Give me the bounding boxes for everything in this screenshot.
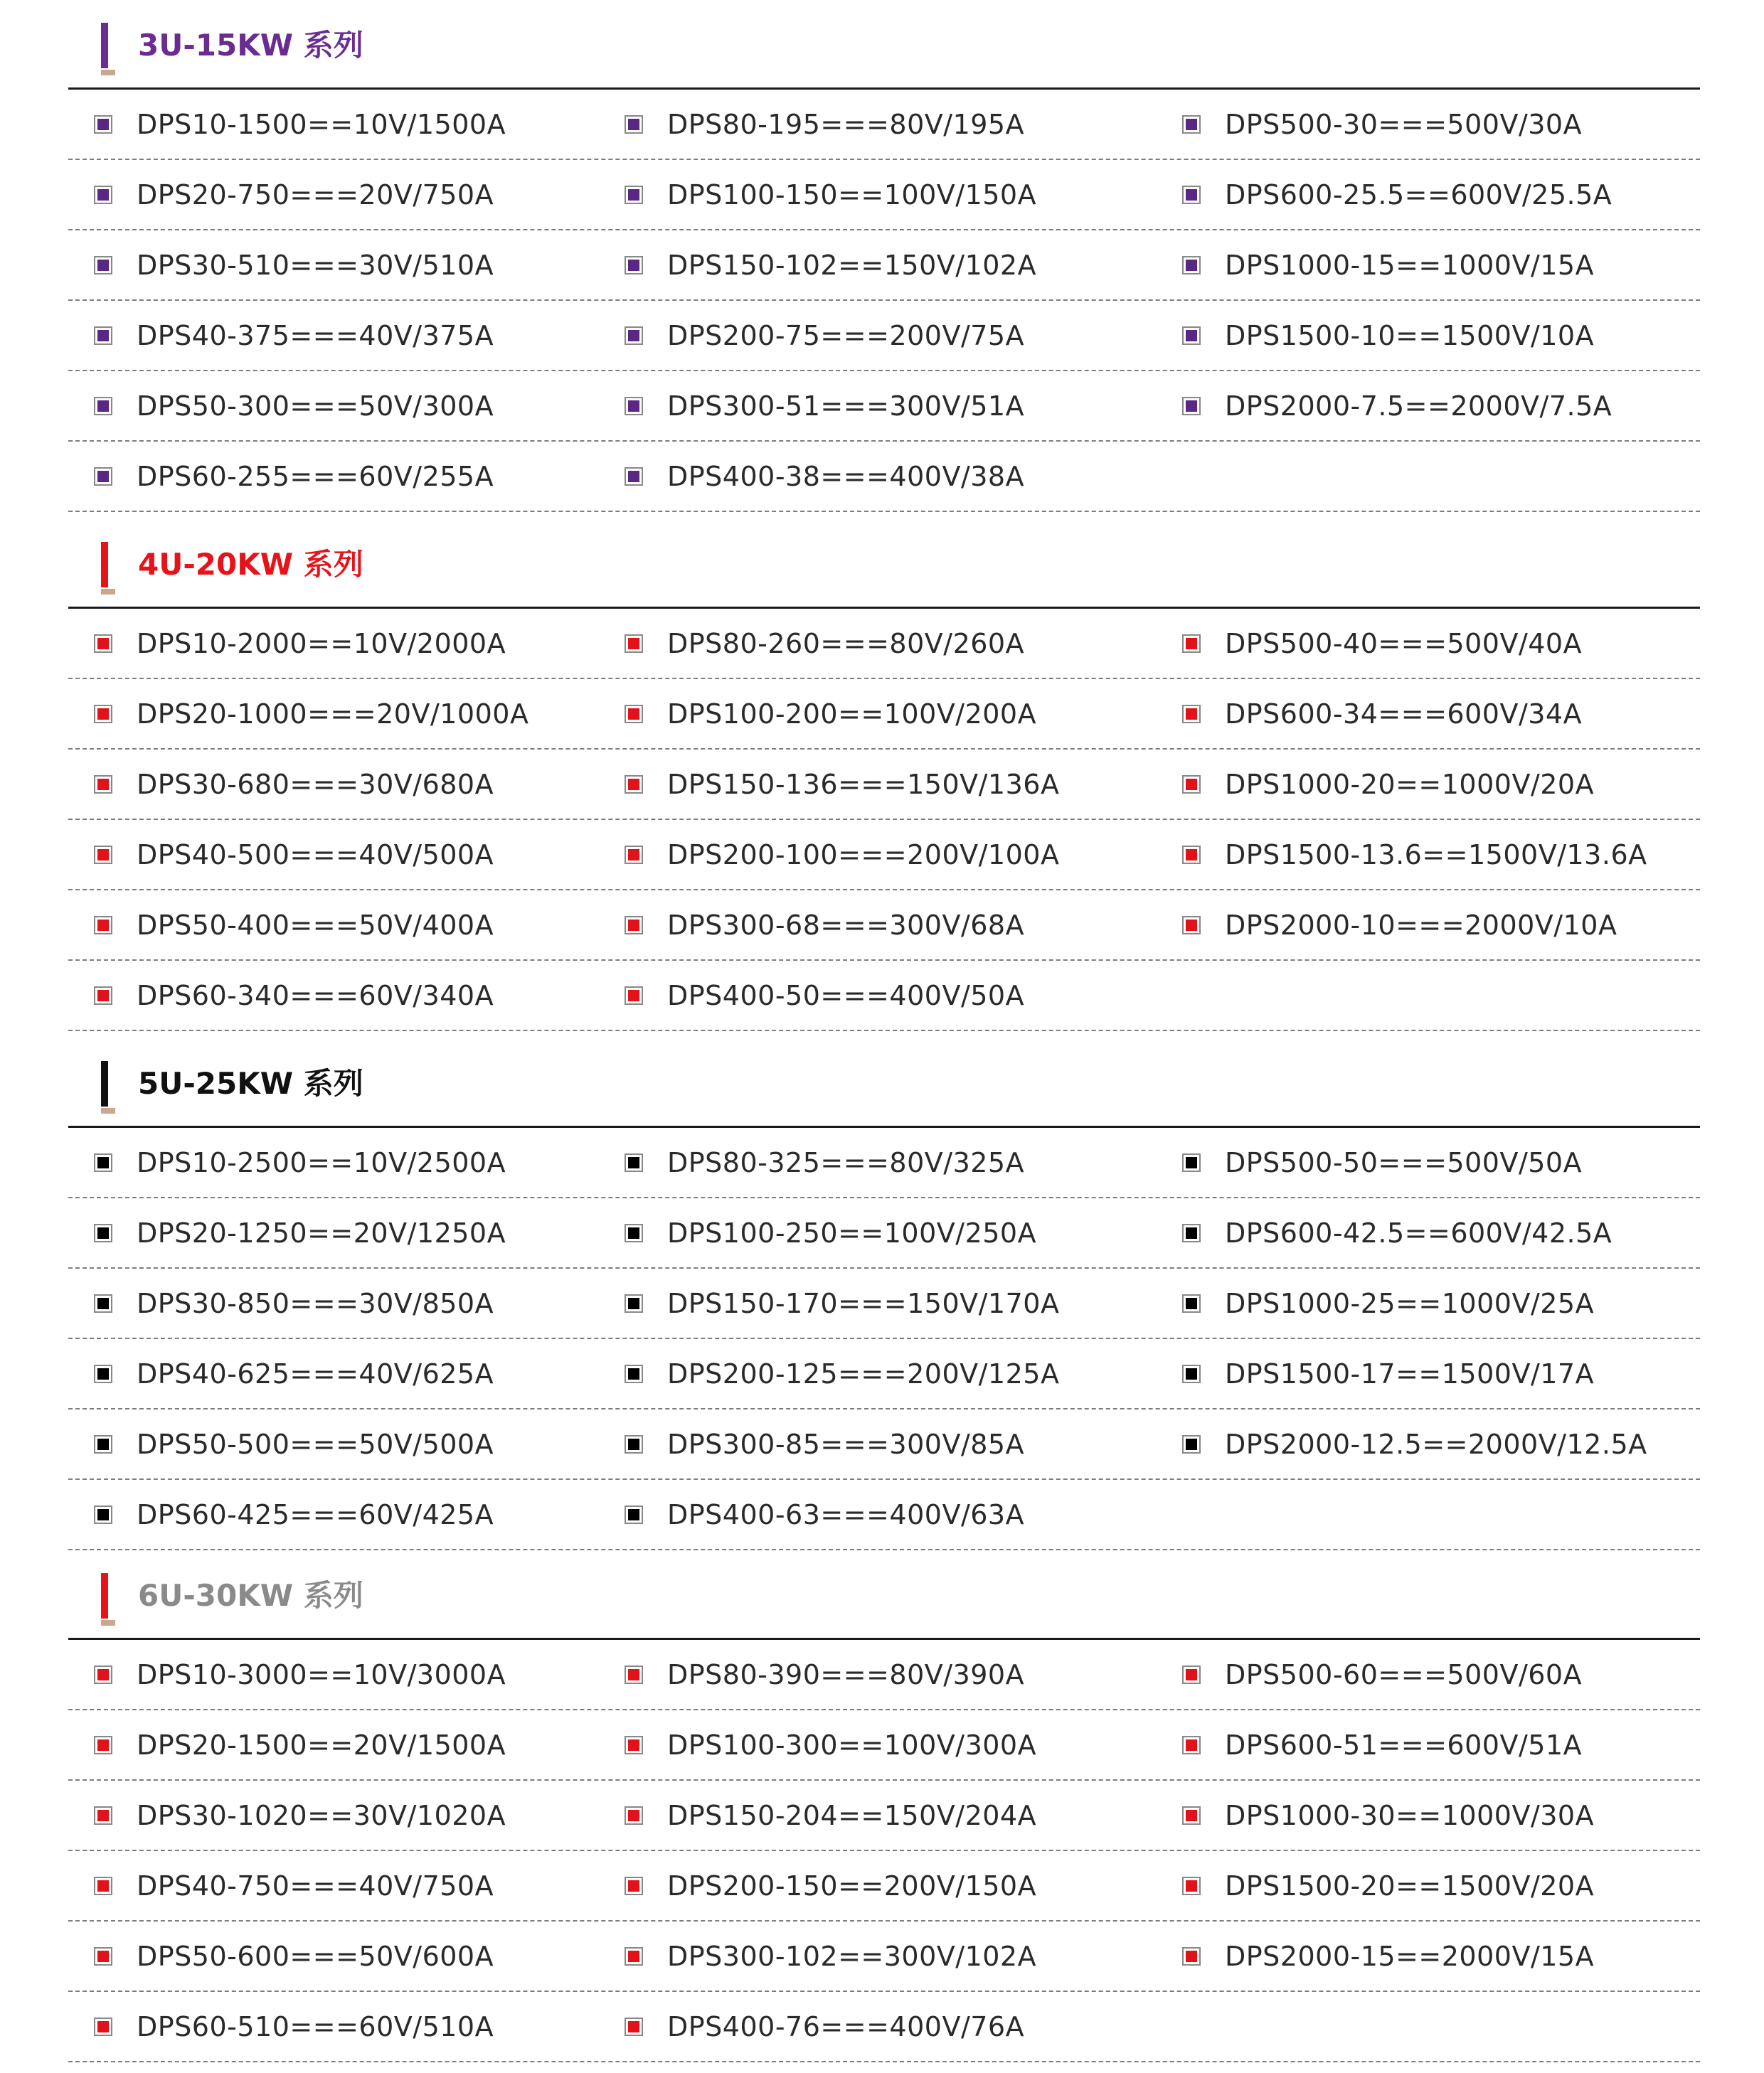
model-spec: DPS30-850===30V/850A — [137, 1287, 494, 1319]
model-item — [1182, 1339, 1594, 1408]
model-item — [94, 1480, 494, 1549]
square-bullet-icon — [625, 1365, 643, 1383]
model-item — [1182, 890, 1617, 959]
series-title: 3U-15KW 系列 — [138, 28, 363, 63]
model-item — [94, 679, 528, 748]
square-bullet-icon — [625, 1736, 643, 1754]
square-bullet-icon — [94, 1294, 112, 1313]
square-bullet-icon — [94, 1224, 112, 1242]
model-table — [68, 1640, 1700, 2062]
model-item — [94, 1269, 494, 1338]
model-spec: DPS1000-30==1000V/30A — [1225, 1799, 1595, 1831]
model-spec: DPS1500-20==1500V/20A — [1225, 1870, 1595, 1902]
series-bar-icon-stem — [101, 542, 108, 587]
model-spec: DPS400-63===400V/63A — [667, 1498, 1025, 1530]
model-row — [68, 820, 1700, 890]
model-spec: DPS1500-10==1500V/10A — [1225, 319, 1595, 351]
model-spec: DPS80-390===80V/390A — [667, 1658, 1025, 1690]
model-item — [1182, 371, 1612, 440]
model-spec: DPS500-30===500V/30A — [1225, 108, 1583, 140]
model-row — [68, 890, 1700, 961]
model-item — [94, 1640, 506, 1709]
model-spec: DPS200-100===200V/100A — [667, 838, 1060, 870]
model-item — [625, 1409, 1024, 1478]
square-bullet-icon — [1182, 186, 1201, 204]
square-bullet-icon — [94, 1435, 112, 1454]
model-row — [68, 679, 1700, 750]
square-bullet-icon — [1182, 1877, 1201, 1895]
square-bullet-icon — [1182, 1806, 1201, 1825]
model-spec: DPS400-76===400V/76A — [667, 2010, 1025, 2042]
model-spec: DPS50-500===50V/500A — [137, 1428, 494, 1460]
square-bullet-icon — [94, 846, 112, 864]
square-bullet-icon — [94, 2018, 112, 2036]
square-bullet-icon — [625, 775, 643, 794]
model-spec: DPS200-75===200V/75A — [667, 319, 1025, 351]
model-spec: DPS20-750===20V/750A — [137, 178, 494, 211]
model-spec: DPS20-1250==20V/1250A — [137, 1217, 506, 1249]
square-bullet-icon — [625, 916, 643, 934]
model-spec: DPS20-1000===20V/1000A — [137, 698, 529, 730]
model-spec: DPS2000-10===2000V/10A — [1225, 909, 1617, 941]
model-item — [94, 1781, 506, 1850]
model-spec: DPS1000-15==1000V/15A — [1225, 249, 1595, 281]
square-bullet-icon — [1182, 1294, 1201, 1313]
model-spec: DPS40-375===40V/375A — [137, 319, 494, 351]
model-row — [68, 1710, 1700, 1781]
square-bullet-icon — [1182, 916, 1201, 934]
model-spec: DPS300-85===300V/85A — [667, 1428, 1025, 1460]
square-bullet-icon — [625, 705, 643, 723]
model-item — [94, 371, 494, 440]
square-bullet-icon — [94, 1153, 112, 1172]
model-item — [94, 1409, 494, 1478]
model-row — [68, 750, 1700, 820]
model-row — [68, 160, 1700, 230]
model-item — [625, 1781, 1036, 1850]
square-bullet-icon — [94, 256, 112, 275]
series-header — [0, 1550, 1764, 1638]
series-bar-icon-stem — [101, 23, 108, 68]
square-bullet-icon — [625, 1294, 643, 1313]
model-item — [1182, 1710, 1582, 1779]
square-bullet-icon — [625, 634, 643, 653]
model-item — [625, 961, 1024, 1030]
series-bar-icon-stem — [101, 1573, 108, 1619]
square-bullet-icon — [94, 115, 112, 134]
square-bullet-icon — [1182, 1666, 1201, 1684]
series-bar-icon — [101, 542, 115, 595]
model-item — [94, 961, 494, 1030]
model-row — [68, 1922, 1700, 1992]
model-item — [625, 1640, 1024, 1709]
model-item — [1182, 1198, 1612, 1267]
model-spec: DPS50-300===50V/300A — [137, 390, 494, 422]
model-spec: DPS150-170===150V/170A — [667, 1287, 1060, 1319]
model-spec: DPS400-38===400V/38A — [667, 460, 1025, 492]
model-row — [68, 371, 1700, 442]
model-item — [625, 609, 1024, 678]
square-bullet-icon — [1182, 1224, 1201, 1242]
model-item — [1182, 1128, 1582, 1197]
model-item — [625, 301, 1024, 370]
square-bullet-icon — [625, 467, 643, 486]
model-spec: DPS2000-7.5==2000V/7.5A — [1225, 390, 1612, 422]
square-bullet-icon — [1182, 1153, 1201, 1172]
model-spec: DPS500-50===500V/50A — [1225, 1146, 1583, 1178]
square-bullet-icon — [625, 1435, 643, 1454]
model-spec: DPS30-680===30V/680A — [137, 768, 494, 800]
model-spec: DPS60-255===60V/255A — [137, 460, 494, 492]
model-item — [625, 442, 1024, 511]
model-spec: DPS100-300==100V/300A — [667, 1729, 1037, 1761]
square-bullet-icon — [1182, 705, 1201, 723]
model-item — [94, 230, 494, 299]
series-bar-icon — [101, 1573, 115, 1626]
series-title: 5U-25KW 系列 — [138, 1066, 363, 1101]
square-bullet-icon — [625, 186, 643, 204]
square-bullet-icon — [1182, 397, 1201, 415]
series-header — [0, 1038, 1764, 1126]
model-table — [68, 90, 1700, 512]
model-row — [68, 301, 1700, 371]
model-item — [94, 301, 494, 370]
model-item — [94, 1198, 506, 1267]
model-item — [625, 1269, 1059, 1338]
model-item — [625, 1710, 1036, 1779]
series-header — [0, 0, 1764, 88]
square-bullet-icon — [94, 1666, 112, 1684]
model-row — [68, 1851, 1700, 1922]
model-item — [625, 1480, 1024, 1549]
square-bullet-icon — [1182, 256, 1201, 275]
model-item — [94, 1851, 494, 1920]
series-header — [0, 519, 1764, 607]
model-item — [625, 750, 1059, 819]
model-item — [94, 1339, 494, 1408]
model-spec: DPS40-500===40V/500A — [137, 838, 494, 870]
model-spec: DPS10-3000==10V/3000A — [137, 1658, 506, 1690]
model-row — [68, 1480, 1700, 1550]
model-item — [625, 679, 1036, 748]
square-bullet-icon — [625, 1506, 643, 1524]
series-bar-icon-base — [101, 1108, 115, 1114]
square-bullet-icon — [625, 1877, 643, 1895]
model-spec: DPS2000-15==2000V/15A — [1225, 1940, 1595, 1972]
square-bullet-icon — [1182, 1947, 1201, 1966]
model-item — [1182, 1781, 1594, 1850]
model-spec: DPS1000-25==1000V/25A — [1225, 1287, 1595, 1319]
model-item — [1182, 609, 1582, 678]
model-item — [94, 1922, 494, 1991]
model-item — [1182, 750, 1594, 819]
square-bullet-icon — [625, 115, 643, 134]
series-bar-icon-stem — [101, 1061, 108, 1107]
model-spec: DPS300-68===300V/68A — [667, 909, 1025, 941]
model-item — [1182, 90, 1582, 159]
square-bullet-icon — [94, 397, 112, 415]
square-bullet-icon — [94, 634, 112, 653]
square-bullet-icon — [1182, 326, 1201, 345]
model-row — [68, 1339, 1700, 1409]
model-item — [94, 609, 506, 678]
model-row — [68, 1781, 1700, 1851]
square-bullet-icon — [1182, 115, 1201, 134]
square-bullet-icon — [94, 1506, 112, 1524]
model-spec: DPS50-600===50V/600A — [137, 1940, 494, 1972]
square-bullet-icon — [1182, 634, 1201, 653]
model-item — [94, 820, 494, 889]
model-item — [625, 1339, 1059, 1408]
square-bullet-icon — [94, 916, 112, 934]
model-spec: DPS80-325===80V/325A — [667, 1146, 1025, 1178]
model-item — [625, 90, 1024, 159]
model-item — [1182, 230, 1594, 299]
square-bullet-icon — [94, 186, 112, 204]
square-bullet-icon — [94, 1877, 112, 1895]
model-table — [68, 1128, 1700, 1550]
square-bullet-icon — [625, 326, 643, 345]
square-bullet-icon — [94, 986, 112, 1005]
model-spec: DPS600-42.5==600V/42.5A — [1225, 1217, 1612, 1249]
model-spec: DPS1500-13.6==1500V/13.6A — [1225, 838, 1647, 870]
square-bullet-icon — [625, 846, 643, 864]
model-row — [68, 1640, 1700, 1710]
model-spec: DPS500-40===500V/40A — [1225, 627, 1583, 659]
model-item — [94, 442, 494, 511]
model-row — [68, 1409, 1700, 1480]
model-item — [1182, 1922, 1594, 1991]
model-spec: DPS150-136===150V/136A — [667, 768, 1060, 800]
model-spec: DPS150-204==150V/204A — [667, 1799, 1037, 1831]
model-item — [625, 1128, 1024, 1197]
model-spec: DPS100-250==100V/250A — [667, 1217, 1037, 1249]
model-row — [68, 1198, 1700, 1269]
square-bullet-icon — [94, 1736, 112, 1754]
model-spec: DPS1000-20==1000V/20A — [1225, 768, 1595, 800]
model-spec: DPS80-195===80V/195A — [667, 108, 1025, 140]
model-spec: DPS500-60===500V/60A — [1225, 1658, 1583, 1690]
square-bullet-icon — [625, 1224, 643, 1242]
model-item — [94, 750, 494, 819]
series-bar-icon — [101, 1061, 115, 1114]
model-row — [68, 90, 1700, 160]
model-spec: DPS400-50===400V/50A — [667, 979, 1025, 1011]
series-bar-icon-base — [101, 1620, 115, 1626]
square-bullet-icon — [625, 256, 643, 275]
model-item — [625, 160, 1036, 229]
model-item — [625, 890, 1024, 959]
square-bullet-icon — [94, 1947, 112, 1966]
model-spec: DPS200-150==200V/150A — [667, 1870, 1037, 1902]
square-bullet-icon — [1182, 775, 1201, 794]
model-spec: DPS30-1020==30V/1020A — [137, 1799, 506, 1831]
square-bullet-icon — [625, 1153, 643, 1172]
model-spec: DPS60-340===60V/340A — [137, 979, 494, 1011]
square-bullet-icon — [1182, 1435, 1201, 1454]
model-row — [68, 230, 1700, 301]
model-item — [94, 90, 506, 159]
model-spec: DPS40-625===40V/625A — [137, 1358, 494, 1390]
square-bullet-icon — [94, 705, 112, 723]
model-item — [625, 1198, 1036, 1267]
model-item — [94, 890, 494, 959]
square-bullet-icon — [625, 2018, 643, 2036]
square-bullet-icon — [1182, 1736, 1201, 1754]
model-item — [625, 371, 1024, 440]
model-spec: DPS20-1500==20V/1500A — [137, 1729, 506, 1761]
series-bar-icon-base — [101, 70, 115, 75]
model-spec: DPS50-400===50V/400A — [137, 909, 494, 941]
model-item — [1182, 1851, 1594, 1920]
model-spec: DPS10-1500==10V/1500A — [137, 108, 506, 140]
model-table — [68, 609, 1700, 1031]
model-item — [625, 1992, 1024, 2061]
model-row — [68, 1269, 1700, 1339]
model-item — [1182, 1269, 1594, 1338]
square-bullet-icon — [94, 775, 112, 794]
model-row — [68, 1128, 1700, 1198]
model-item — [625, 1851, 1036, 1920]
model-spec: DPS60-425===60V/425A — [137, 1498, 494, 1530]
model-spec: DPS10-2000==10V/2000A — [137, 627, 506, 659]
square-bullet-icon — [625, 1947, 643, 1966]
model-item — [94, 1710, 506, 1779]
model-spec: DPS600-25.5==600V/25.5A — [1225, 178, 1612, 211]
model-spec: DPS10-2500==10V/2500A — [137, 1146, 506, 1178]
square-bullet-icon — [625, 1806, 643, 1825]
model-spec: DPS60-510===60V/510A — [137, 2010, 494, 2042]
model-spec: DPS100-200==100V/200A — [667, 698, 1037, 730]
model-spec: DPS300-102==300V/102A — [667, 1940, 1037, 1972]
model-item — [1182, 1409, 1647, 1478]
model-item — [1182, 679, 1582, 748]
model-item — [625, 1922, 1036, 1991]
square-bullet-icon — [94, 326, 112, 345]
model-item — [625, 230, 1036, 299]
model-spec: DPS200-125===200V/125A — [667, 1358, 1060, 1390]
model-item — [1182, 820, 1647, 889]
model-spec: DPS80-260===80V/260A — [667, 627, 1025, 659]
series-title: 6U-30KW 系列 — [138, 1578, 363, 1613]
model-item — [1182, 1640, 1582, 1709]
model-item — [1182, 160, 1612, 229]
square-bullet-icon — [94, 1806, 112, 1825]
square-bullet-icon — [94, 1365, 112, 1383]
model-spec: DPS600-51===600V/51A — [1225, 1729, 1583, 1761]
series-title: 4U-20KW 系列 — [138, 547, 363, 582]
model-spec: DPS40-750===40V/750A — [137, 1870, 494, 1902]
square-bullet-icon — [1182, 846, 1201, 864]
series-bar-icon-base — [101, 589, 115, 595]
model-row — [68, 442, 1700, 512]
model-spec: DPS300-51===300V/51A — [667, 390, 1025, 422]
model-item — [625, 820, 1059, 889]
model-row — [68, 1992, 1700, 2062]
model-item — [1182, 301, 1594, 370]
series-bar-icon — [101, 23, 115, 75]
model-item — [94, 1128, 506, 1197]
square-bullet-icon — [625, 1666, 643, 1684]
model-row — [68, 961, 1700, 1031]
square-bullet-icon — [625, 397, 643, 415]
square-bullet-icon — [94, 467, 112, 486]
square-bullet-icon — [625, 986, 643, 1005]
model-spec: DPS30-510===30V/510A — [137, 249, 494, 281]
model-spec: DPS100-150==100V/150A — [667, 178, 1037, 211]
model-row — [68, 609, 1700, 679]
model-spec: DPS2000-12.5==2000V/12.5A — [1225, 1428, 1647, 1460]
square-bullet-icon — [1182, 1365, 1201, 1383]
model-spec: DPS1500-17==1500V/17A — [1225, 1358, 1595, 1390]
model-item — [94, 160, 494, 229]
model-spec: DPS150-102==150V/102A — [667, 249, 1037, 281]
model-item — [94, 1992, 494, 2061]
model-spec: DPS600-34===600V/34A — [1225, 698, 1583, 730]
